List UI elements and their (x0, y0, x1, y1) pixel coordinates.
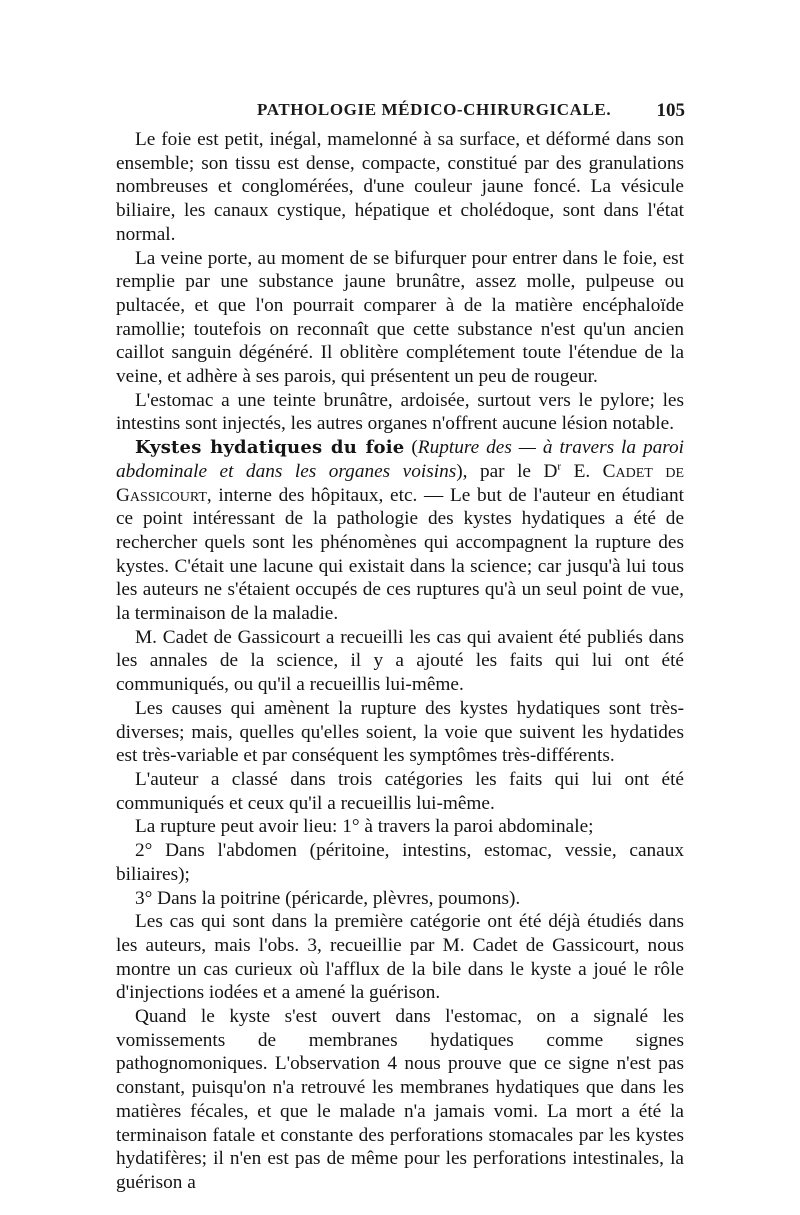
paragraph-stomach-rupture: Quand le kyste s'est ouvert dans l'estomac, on a signalé les vomissements de membranes hydatiques comme signes pathognomoniques. L'observation 4 nous prouve que ce signe n'est pas constant, puisqu'on n'a retrouvé les membranes hydatiques que dans les matières fécales, et que le malade n'a jamais vomi. La mort a été la terminaison fatale et constante des perforations stomacales par les kystes hydatifères; il n'en est pas de même pour les perforations intestinales, la guérison a (116, 1006, 684, 1193)
paragraph-stomach: L'estomac a une teinte brunâtre, ardoisée, surtout vers le pylore; les intestins sont injectés, les autres organes n'offrent aucune lésion notable. (116, 389, 684, 435)
subtitle-open: ( (411, 437, 418, 459)
paragraph-liver-description: Le foie est petit, inégal, mamelonné à sa surface, et déformé dans son ensemble; son tissu est dense, compacte, constitué par des granulations nombreuses et conglomérées, d'une couleur jaune foncé. La vésicule biliaire, les canaux cystique, hépatique et cholédoque, sont dans l'état normal. (116, 129, 684, 245)
body-text (116, 128, 684, 1195)
entry-body: interne des hôpitaux, etc. — Le but de l'auteur en étudiant ce point intéressant de la pathologie des kystes hydatiques a été de rechercher quels sont les phénomènes qui accompagnent la rupture des kystes. C'était une lacune qui existait dans la science; car jusqu'à lui tous les auteurs ne s'étaient occupés de ces ruptures qu'à un seul point de vue, la terminaison de la maladie. (116, 484, 684, 625)
page-header (115, 100, 685, 124)
paragraph-first-category: Les cas qui sont dans la première catégorie ont été déjà étudiés dans les auteurs, mais l'obs. 3, recueillie par M. Cadet de Gassicourt, nous montre un cas curieux où l'afflux de la bile dans le kyste a joué le rôle d'injections iodées et a amené la guérison. (116, 911, 684, 1004)
entry-paragraph (116, 436, 684, 626)
paragraph-causes: Les causes qui amènent la rupture des kystes hydatiques sont très-diverses; mais, quelles qu'elles soient, la voie que suivent les hydatides est très-variable et par conséquent les symptômes très-différents. (116, 697, 684, 767)
entry-by-sup: r (557, 460, 562, 473)
entry-by: par le D (479, 460, 558, 482)
list-item-category-3: 3° Dans la poitrine (péricarde, plèvres, poumons). (135, 887, 521, 909)
entry-title: Kystes hydatiques du foie (135, 437, 405, 459)
entry-author: E. Cadet de Gassicourt, (116, 460, 684, 506)
list-item-category-2: 2° Dans l'abdomen (péritoine, intestins, estomac, vessie, canaux biliaires); (116, 840, 684, 885)
paragraph-categories: L'auteur a classé dans trois catégories les faits qui lui ont été communiqués et ceux qu'il a recueillis lui-même. (116, 768, 684, 814)
running-head: PATHOLOGIE MÉDICO-CHIRURGICALE. (257, 100, 612, 119)
subtitle-close: ), (456, 460, 468, 482)
entry-subtitle: Rupture des — à travers la paroi abdominale et dans les organes voisins (116, 437, 685, 482)
paragraph-collected-cases: M. Cadet de Gassicourt a recueilli les cas qui avaient été publiés dans les annales de la science, il y a ajouté les faits qui lui ont été communiqués, ou qu'il a recueillis lui-même. (116, 626, 684, 696)
page-number: 105 (656, 100, 685, 121)
paragraph-portal-vein: La veine porte, au moment de se bifurquer pour entrer dans le foie, est remplie par une substance jaune brunâtre, assez molle, pulpeuse ou pultacée, et que l'on pourrait comparer à de la matière encéphaloïde ramollie; toutefois on reconnaît que cette substance n'est qu'un ancien caillot sanguin dégénéré. Il oblitère complétement toute l'étendue de la veine, et adhère à ses parois, qui présentent un peu de rougeur. (116, 247, 684, 388)
list-item-category-1: La rupture peut avoir lieu: 1° à travers la paroi abdominale; (135, 816, 594, 838)
